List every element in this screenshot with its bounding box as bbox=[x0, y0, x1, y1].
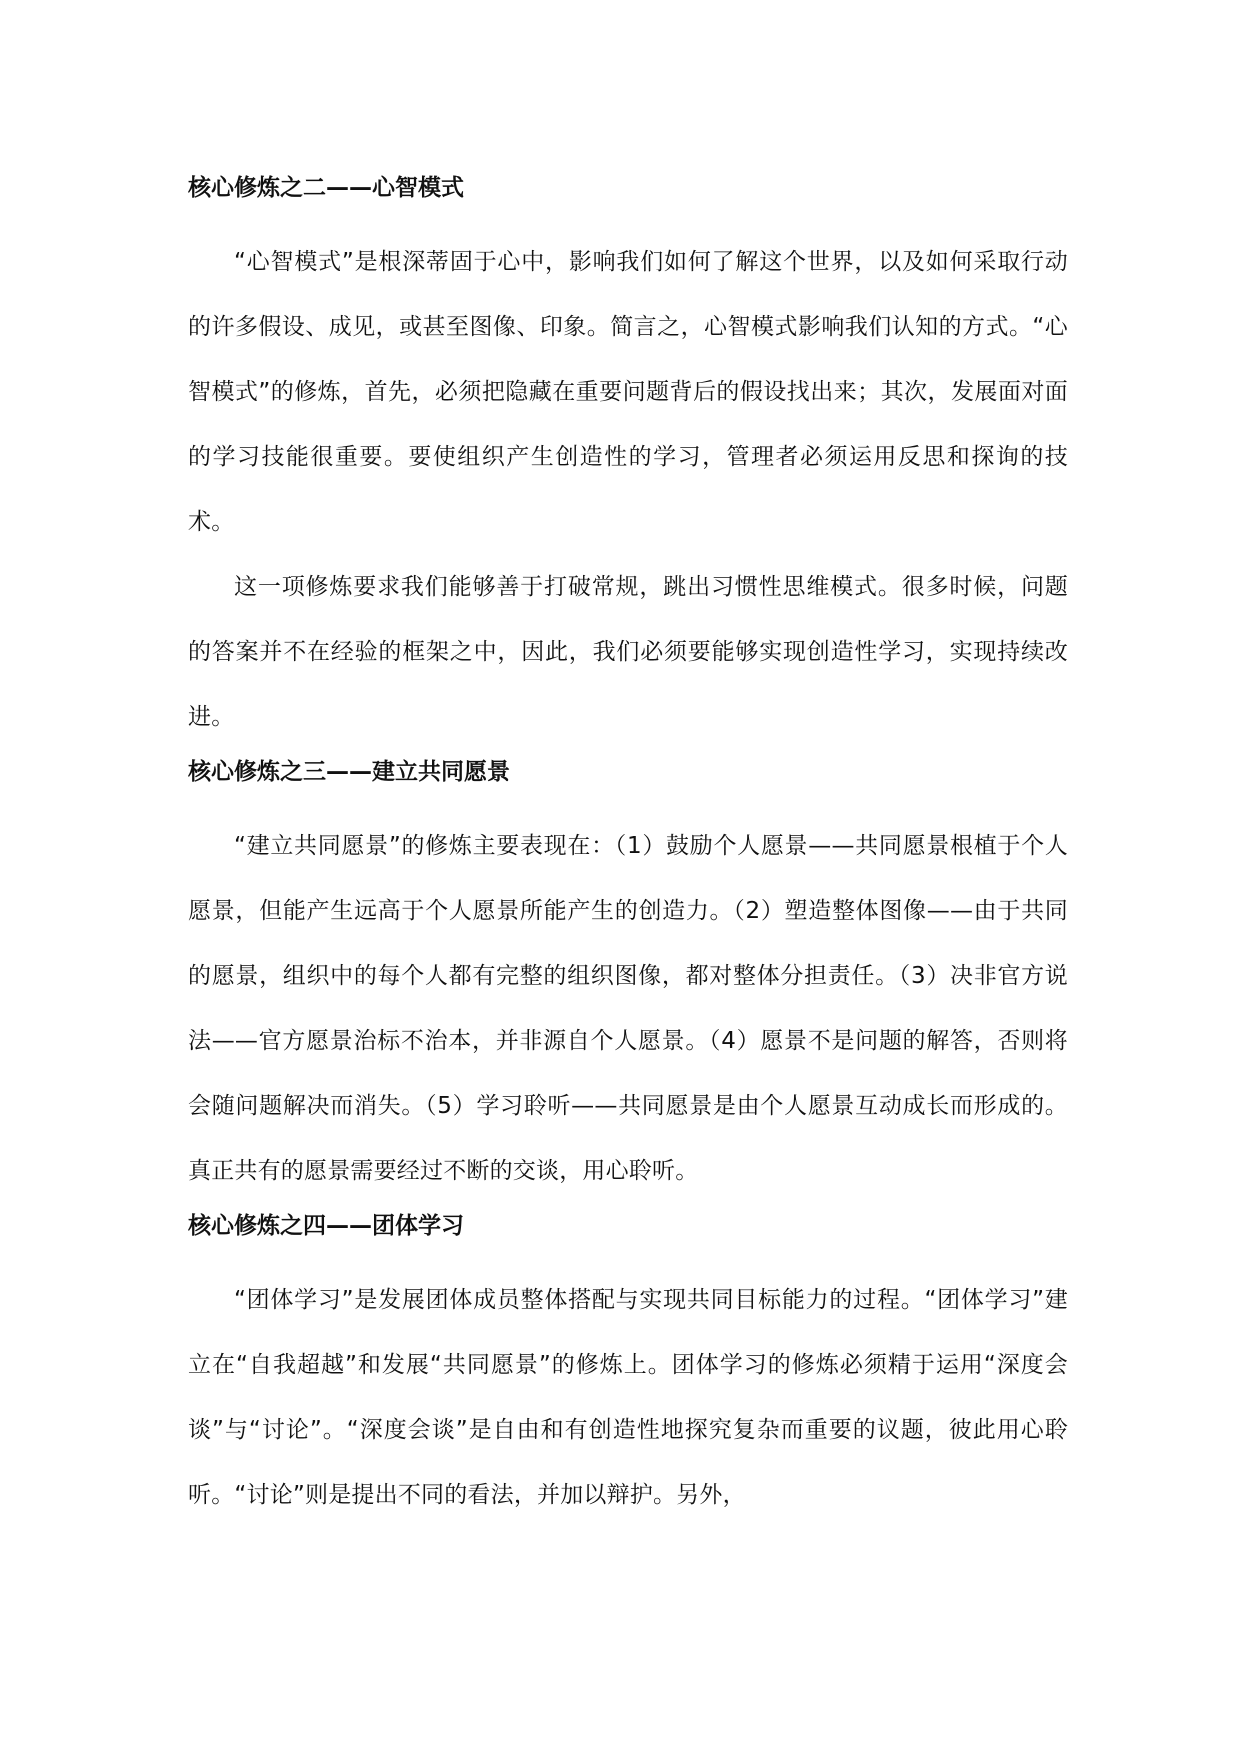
section-team-learning bbox=[188, 1206, 1068, 1528]
section-mental-models bbox=[188, 168, 1068, 750]
section-heading: 核心修炼之三——建立共同愿景 bbox=[188, 759, 510, 785]
document-page bbox=[188, 168, 1068, 1528]
section-heading: 核心修炼之四——团体学习 bbox=[188, 1213, 464, 1239]
section-heading: 核心修炼之二——心智模式 bbox=[188, 175, 464, 201]
section-shared-vision bbox=[188, 752, 1068, 1204]
paragraph: “建立共同愿景”的修炼主要表现在：（1）鼓励个人愿景——共同愿景根植于个人愿景，但能产生远高于个人愿景所能产生的创造力。（2）塑造整体图像——由于共同的愿景，组织中的每个人都有完整的组织图像，都对整体分担责任。（3）决非官方说法——官方愿景治标不治本，并非源自个人愿景。（4）愿景不是问题的解答，否则将会随问题解决而消失。（5）学习聆听——共同愿景是由个人愿景互动成长而形成的。真正共有的愿景需要经过不断的交谈，用心聆听。 bbox=[188, 833, 1068, 1184]
paragraph: “心智模式”是根深蒂固于心中，影响我们如何了解这个世界，以及如何采取行动的许多假设、成见，或甚至图像、印象。简言之，心智模式影响我们认知的方式。“心智模式”的修炼，首先，必须把隐藏在重要问题背后的假设找出来；其次，发展面对面的学习技能很重要。要使组织产生创造性的学习，管理者必须运用反思和探询的技术。 bbox=[188, 249, 1068, 535]
paragraph: “团体学习”是发展团体成员整体搭配与实现共同目标能力的过程。“团体学习”建立在“自我超越”和发展“共同愿景”的修炼上。团体学习的修炼必须精于运用“深度会谈”与“讨论”。“深度会谈”是自由和有创造性地探究复杂而重要的议题，彼此用心聆听。“讨论”则是提出不同的看法，并加以辩护。另外， bbox=[188, 1287, 1068, 1508]
paragraph: 这一项修炼要求我们能够善于打破常规，跳出习惯性思维模式。很多时候，问题的答案并不在经验的框架之中，因此，我们必须要能够实现创造性学习，实现持续改进。 bbox=[188, 574, 1068, 730]
